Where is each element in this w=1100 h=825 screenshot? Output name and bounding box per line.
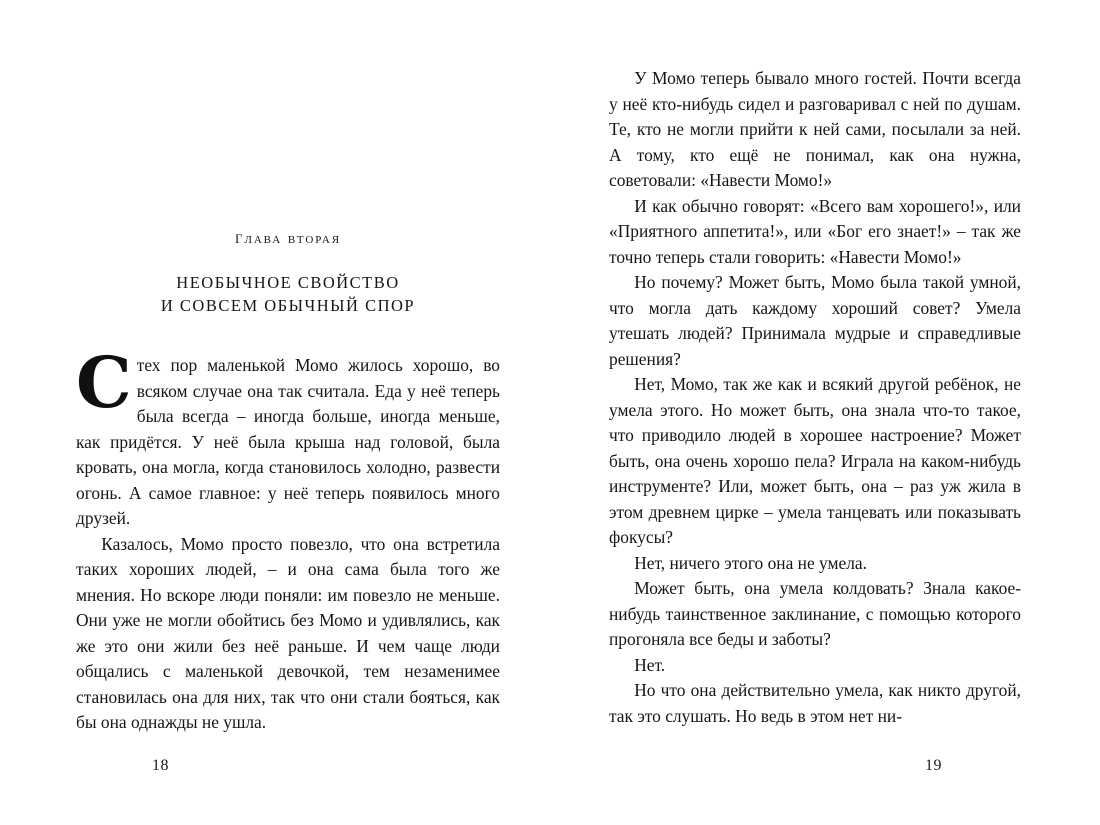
paragraph: И как обычно говорят: «Всего вам хорошего!», или «Приятного аппетита!», или «Бог его знает!» – так же точно теперь стали говорить: «Навести Момо!»	[609, 195, 1021, 267]
left-page-body	[76, 341, 500, 736]
paragraph-opening	[76, 341, 500, 532]
drop-cap: С	[76, 341, 132, 425]
page-number-right: 19	[925, 757, 942, 774]
right-page-body	[609, 66, 1021, 729]
paragraph: Нет.	[634, 654, 666, 675]
paragraph: Нет, Момо, так же как и всякий другой ребёнок, не умела этого. Но может быть, она знала что-то такое, что приводило людей в хорошее настроение? Может быть, она очень хорошо пела? Играла на каком-нибудь инструменте? Или, может быть, она – раз уж жила в этом древнем цирке – умела танцевать или показывать фокусы?	[609, 374, 1021, 547]
chapter-title-line-2: И СОВСЕМ ОБЫЧНЫЙ СПОР	[160, 295, 416, 315]
chapter-title	[76, 271, 500, 318]
paragraph: Но почему? Может быть, Момо была такой умной, что могла дать каждому хороший совет? Умела утешать людей? Принимала мудрые и справедливые решения?	[609, 272, 1021, 369]
left-page	[76, 0, 500, 825]
paragraph-text: тех пор маленькой Момо жилось хорошо, во всяком случае она так считала. Еда у неё теперь была всегда – иногда больше, иногда меньше, как придётся. У неё была крыша над головой, была кровать, она могла, когда становилось холодно, развести огонь. А самое главное: у неё теперь появилось много друзей.	[76, 355, 500, 529]
paragraph: Нет, ничего этого она не умела.	[634, 552, 867, 573]
right-page	[609, 0, 1021, 825]
paragraph: У Момо теперь бывало много гостей. Почти всегда у неё кто-нибудь сидел и разговаривал с ней по душам. Те, кто не могли прийти к ней сами, посылали за ней. А тому, кто ещё не понимал, как она нужна, советовали: «Навести Момо!»	[609, 68, 1021, 190]
chapter-title-line-1: НЕОБЫЧНОЕ СВОЙСТВО	[176, 272, 400, 292]
paragraph: Казалось, Момо просто повезло, что она встретила таких хороших людей, – и она сама была того же мнения. Но вскоре люди поняли: им повезло не меньше. Они уже не могли обойтись без Момо и удивлялись, как же это они жили без неё раньше. И чем чаще люди общались с маленькой девочкой, тем незаменимее становилась она для них, так что они стали бояться, как бы она однажды не ушла.	[76, 533, 500, 733]
paragraph: Но что она действительно умела, как никто другой, так это слушать. Но ведь в этом нет ни-	[609, 680, 1021, 726]
chapter-number-heading: глава вторая	[235, 227, 341, 247]
page-number-left: 18	[152, 757, 169, 774]
paragraph: Может быть, она умела колдовать? Знала какое-нибудь таинственное заклинание, с помощью которого прогоняла все беды и заботы?	[609, 578, 1021, 649]
